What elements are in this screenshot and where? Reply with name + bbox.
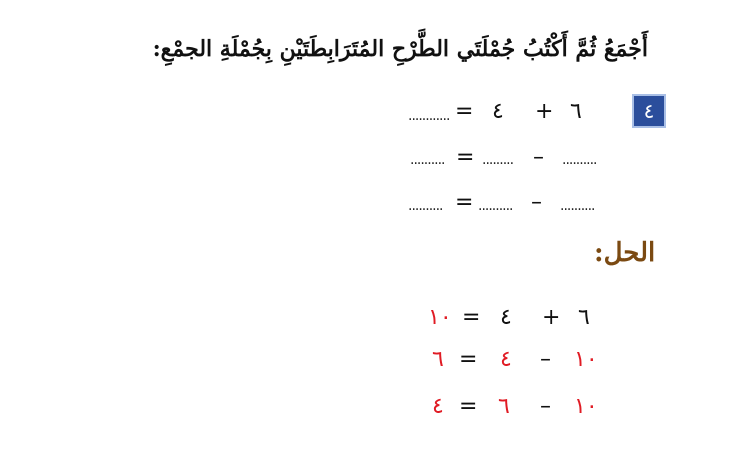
answer-blank[interactable]: .......... — [410, 152, 445, 168]
solution-result: ١٠ — [428, 305, 452, 330]
instruction-text: أَجْمَعُ ثُمَّ أَكْتُبُ جُمْلَتَي الطَّرْحِ المُتَرَابِطَتَيْنِ بِجُمْلَةِ الجمْعِ: — [152, 36, 648, 62]
answer-blank[interactable]: .......... — [408, 198, 443, 214]
solution-label: الحل: — [594, 238, 656, 268]
solution-result: ٤ — [432, 394, 444, 419]
answer-blank[interactable]: ............ — [408, 108, 450, 124]
question-number-badge: ٤ — [632, 94, 666, 128]
operand-b: ٤ — [492, 99, 504, 124]
equals-sign: = — [456, 145, 475, 170]
operand-b: ٤ — [500, 347, 512, 372]
operator-plus: + — [542, 305, 561, 330]
solution-result: ٦ — [432, 347, 444, 372]
operator-plus: + — [535, 99, 554, 124]
equals-sign: = — [455, 99, 474, 124]
operator-minus: – — [540, 347, 551, 372]
operand-a: ١٠ — [574, 394, 598, 419]
operand-b: ٦ — [498, 394, 510, 419]
operator-minus: – — [533, 145, 544, 170]
answer-blank[interactable]: ......... — [482, 152, 514, 168]
equals-sign: = — [459, 347, 478, 372]
equals-sign: = — [459, 394, 478, 419]
operand-a: ١٠ — [574, 347, 598, 372]
operator-minus: – — [540, 394, 551, 419]
operand-a: ٦ — [570, 99, 582, 124]
answer-blank[interactable]: .......... — [562, 152, 597, 168]
answer-blank[interactable]: .......... — [478, 198, 513, 214]
operand-a: ٦ — [578, 305, 590, 330]
operand-b: ٤ — [500, 305, 512, 330]
equals-sign: = — [455, 190, 474, 215]
equals-sign: = — [462, 305, 481, 330]
operator-minus: – — [531, 190, 542, 215]
answer-blank[interactable]: .......... — [560, 198, 595, 214]
